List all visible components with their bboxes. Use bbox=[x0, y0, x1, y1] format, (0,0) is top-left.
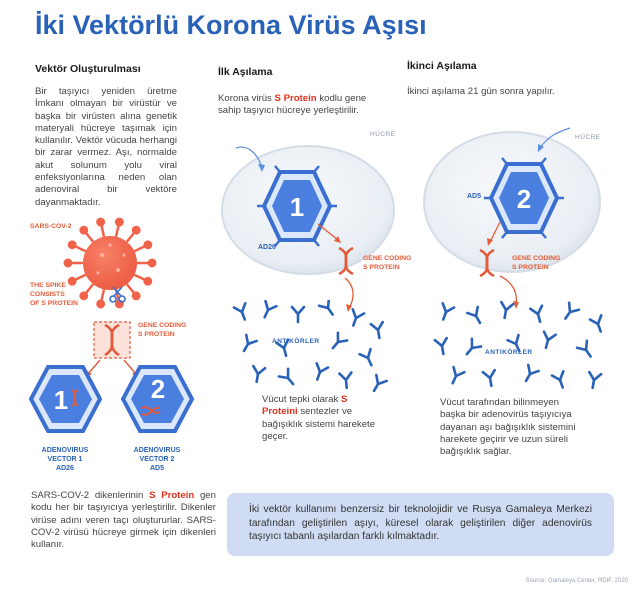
spike-tip bbox=[81, 293, 87, 299]
cell-1-vector-label: AD26 bbox=[258, 244, 276, 251]
spike-label-2: CONSISTS bbox=[30, 291, 65, 298]
spike-tip bbox=[69, 278, 75, 284]
antibody bbox=[530, 306, 545, 324]
antibody bbox=[447, 367, 464, 386]
antibody bbox=[328, 333, 347, 352]
col3-gene-label-1: GENE CODING bbox=[512, 255, 561, 262]
antibody bbox=[499, 302, 513, 319]
info-note-box: İki vektör kullanımı benzersiz bir teknolojidir ve Rusya Gamaleya Merkezi tarafından geliştirilen aşıyı, küresel olarak geliştirilen diğer adenovirüs taşıyıcı tabanlı aşılardan farklı kılmaktadır. bbox=[227, 493, 614, 556]
col3-result: Vücut tarafından bilinmeyen başka bir adenovirüs taşıyıcıya dayanan aşı bağışıklık sistemini harekete geçirir ve uzun süreli bağışıklık sağlar. bbox=[440, 397, 576, 458]
antibody bbox=[312, 363, 328, 381]
vector-1-number: 1 bbox=[53, 385, 69, 415]
antibody bbox=[590, 315, 606, 333]
spike-tip bbox=[116, 219, 122, 225]
antibody bbox=[259, 301, 276, 320]
source-caption: Source: Gamaleya Center, RDIF, 2020 bbox=[525, 578, 628, 584]
col2-gene-label-2: S PROTEIN bbox=[363, 264, 400, 271]
col2-gene-label-1: GENE CODING bbox=[363, 255, 412, 262]
antibody bbox=[552, 371, 568, 389]
antibody bbox=[360, 349, 377, 368]
sars-label: SARS-COV-2 bbox=[30, 223, 72, 230]
antibody bbox=[540, 332, 555, 350]
spike-tip bbox=[81, 227, 87, 233]
antibody bbox=[371, 322, 385, 339]
spike-tip bbox=[149, 260, 155, 266]
cell-2-vector-number: 2 bbox=[516, 184, 532, 214]
adenovirus-vector-1-icon bbox=[28, 364, 103, 434]
col3-intro: İkinci aşılama 21 gün sonra yapılır. bbox=[407, 86, 555, 97]
antibody bbox=[467, 307, 485, 326]
page-title: İki Vektörlü Korona Virüs Aşısı bbox=[35, 10, 427, 40]
antibody bbox=[251, 366, 265, 383]
gene-box-icon bbox=[93, 321, 131, 359]
scissors-icon bbox=[108, 285, 128, 305]
spike-tip bbox=[133, 293, 139, 299]
col3-heading: İkinci Aşılama bbox=[407, 60, 477, 72]
antibody bbox=[279, 369, 298, 388]
antibody bbox=[587, 372, 601, 389]
antibody-2-label: ANTIKÖRLER bbox=[485, 349, 533, 356]
cell-2-vector-label: AD5 bbox=[467, 193, 482, 200]
spike-tip bbox=[97, 301, 103, 307]
antibody bbox=[521, 365, 539, 384]
antibody bbox=[348, 309, 364, 327]
col2-intro: Korona virüs S Protein kodlu gene sahip taşıyıcı hücreye yerleştirilir. bbox=[218, 93, 367, 117]
spike-label-1: THE SPIKE bbox=[30, 282, 66, 289]
dna-2-icon bbox=[476, 248, 498, 278]
antibody bbox=[292, 307, 304, 322]
dna-icon bbox=[335, 246, 357, 276]
spike-label-3: OF S PROTEIN bbox=[30, 300, 78, 307]
antibodies-2-icon bbox=[430, 300, 610, 392]
col2-heading: İlk Aşılama bbox=[218, 66, 273, 78]
adenovirus-vector-2-icon bbox=[120, 364, 195, 434]
col1-gene-label-2: S PROTEIN bbox=[138, 331, 175, 338]
antibody bbox=[435, 338, 449, 355]
spike-tip bbox=[145, 278, 151, 284]
col1-body: Bir taşıyıcı yeniden üretme İmkanı olmayan bir virüstür ve başka bir virüsten alına genetik materyali hücreye taşımak için kullanılır. Vektör vücuda herhangi bir zarar vermez. Aşı, normalde akut solunum yolu viral enfeksiyonlarına neden olan adenoviral bir vektöre dayanmaktadır. bbox=[35, 86, 177, 208]
spike-tip bbox=[65, 260, 71, 266]
vector-2-number: 2 bbox=[150, 374, 166, 404]
spike-tip bbox=[145, 242, 151, 248]
cell-1-vector-number: 1 bbox=[289, 192, 305, 222]
cell-2-label: HÜCRE bbox=[575, 134, 601, 141]
spike-tip bbox=[97, 219, 103, 225]
spike-tip bbox=[69, 242, 75, 248]
col2-result: Vücut tepki olarak S Proteini sentezler ve bağışıklık sistemi harekete geçer. bbox=[262, 394, 376, 442]
cell-2-icon bbox=[420, 118, 605, 278]
antibody bbox=[339, 373, 352, 389]
spike-tip bbox=[133, 227, 139, 233]
antibodies-1-icon bbox=[228, 300, 398, 392]
antibody bbox=[369, 375, 387, 392]
col1-heading: Vektör Oluşturulması bbox=[35, 63, 141, 75]
vector-2-label: ADENOVIRUS VECTOR 2 AD5 bbox=[133, 447, 181, 472]
antibody bbox=[234, 303, 250, 321]
antibody bbox=[577, 341, 595, 360]
antibody bbox=[239, 335, 257, 354]
col1-gene-label-1: GENE CODING bbox=[138, 322, 187, 329]
vector-1-label: ADENOVIRUS VECTOR 1 AD26 bbox=[41, 447, 89, 472]
col1-bottom-text: SARS-COV-2 dikenlerinin S Protein gen kodu her bir taşıyıcıya yerleştirilir. Dikenler virüse adını veren taçı oluştururlar. SARS-COV-2 virüsü hücreye girmek için dikenleri kullanır. bbox=[31, 490, 216, 551]
antibody-1-label: ANTIKÖRLER bbox=[272, 338, 320, 345]
col3-gene-label-2: S PROTEIN bbox=[512, 264, 549, 271]
antibody bbox=[483, 370, 497, 387]
antibody bbox=[560, 303, 578, 322]
antibody bbox=[319, 300, 337, 318]
antibody bbox=[438, 303, 454, 321]
cell-1-label: HÜCRE bbox=[370, 131, 396, 138]
antibody bbox=[462, 339, 481, 358]
